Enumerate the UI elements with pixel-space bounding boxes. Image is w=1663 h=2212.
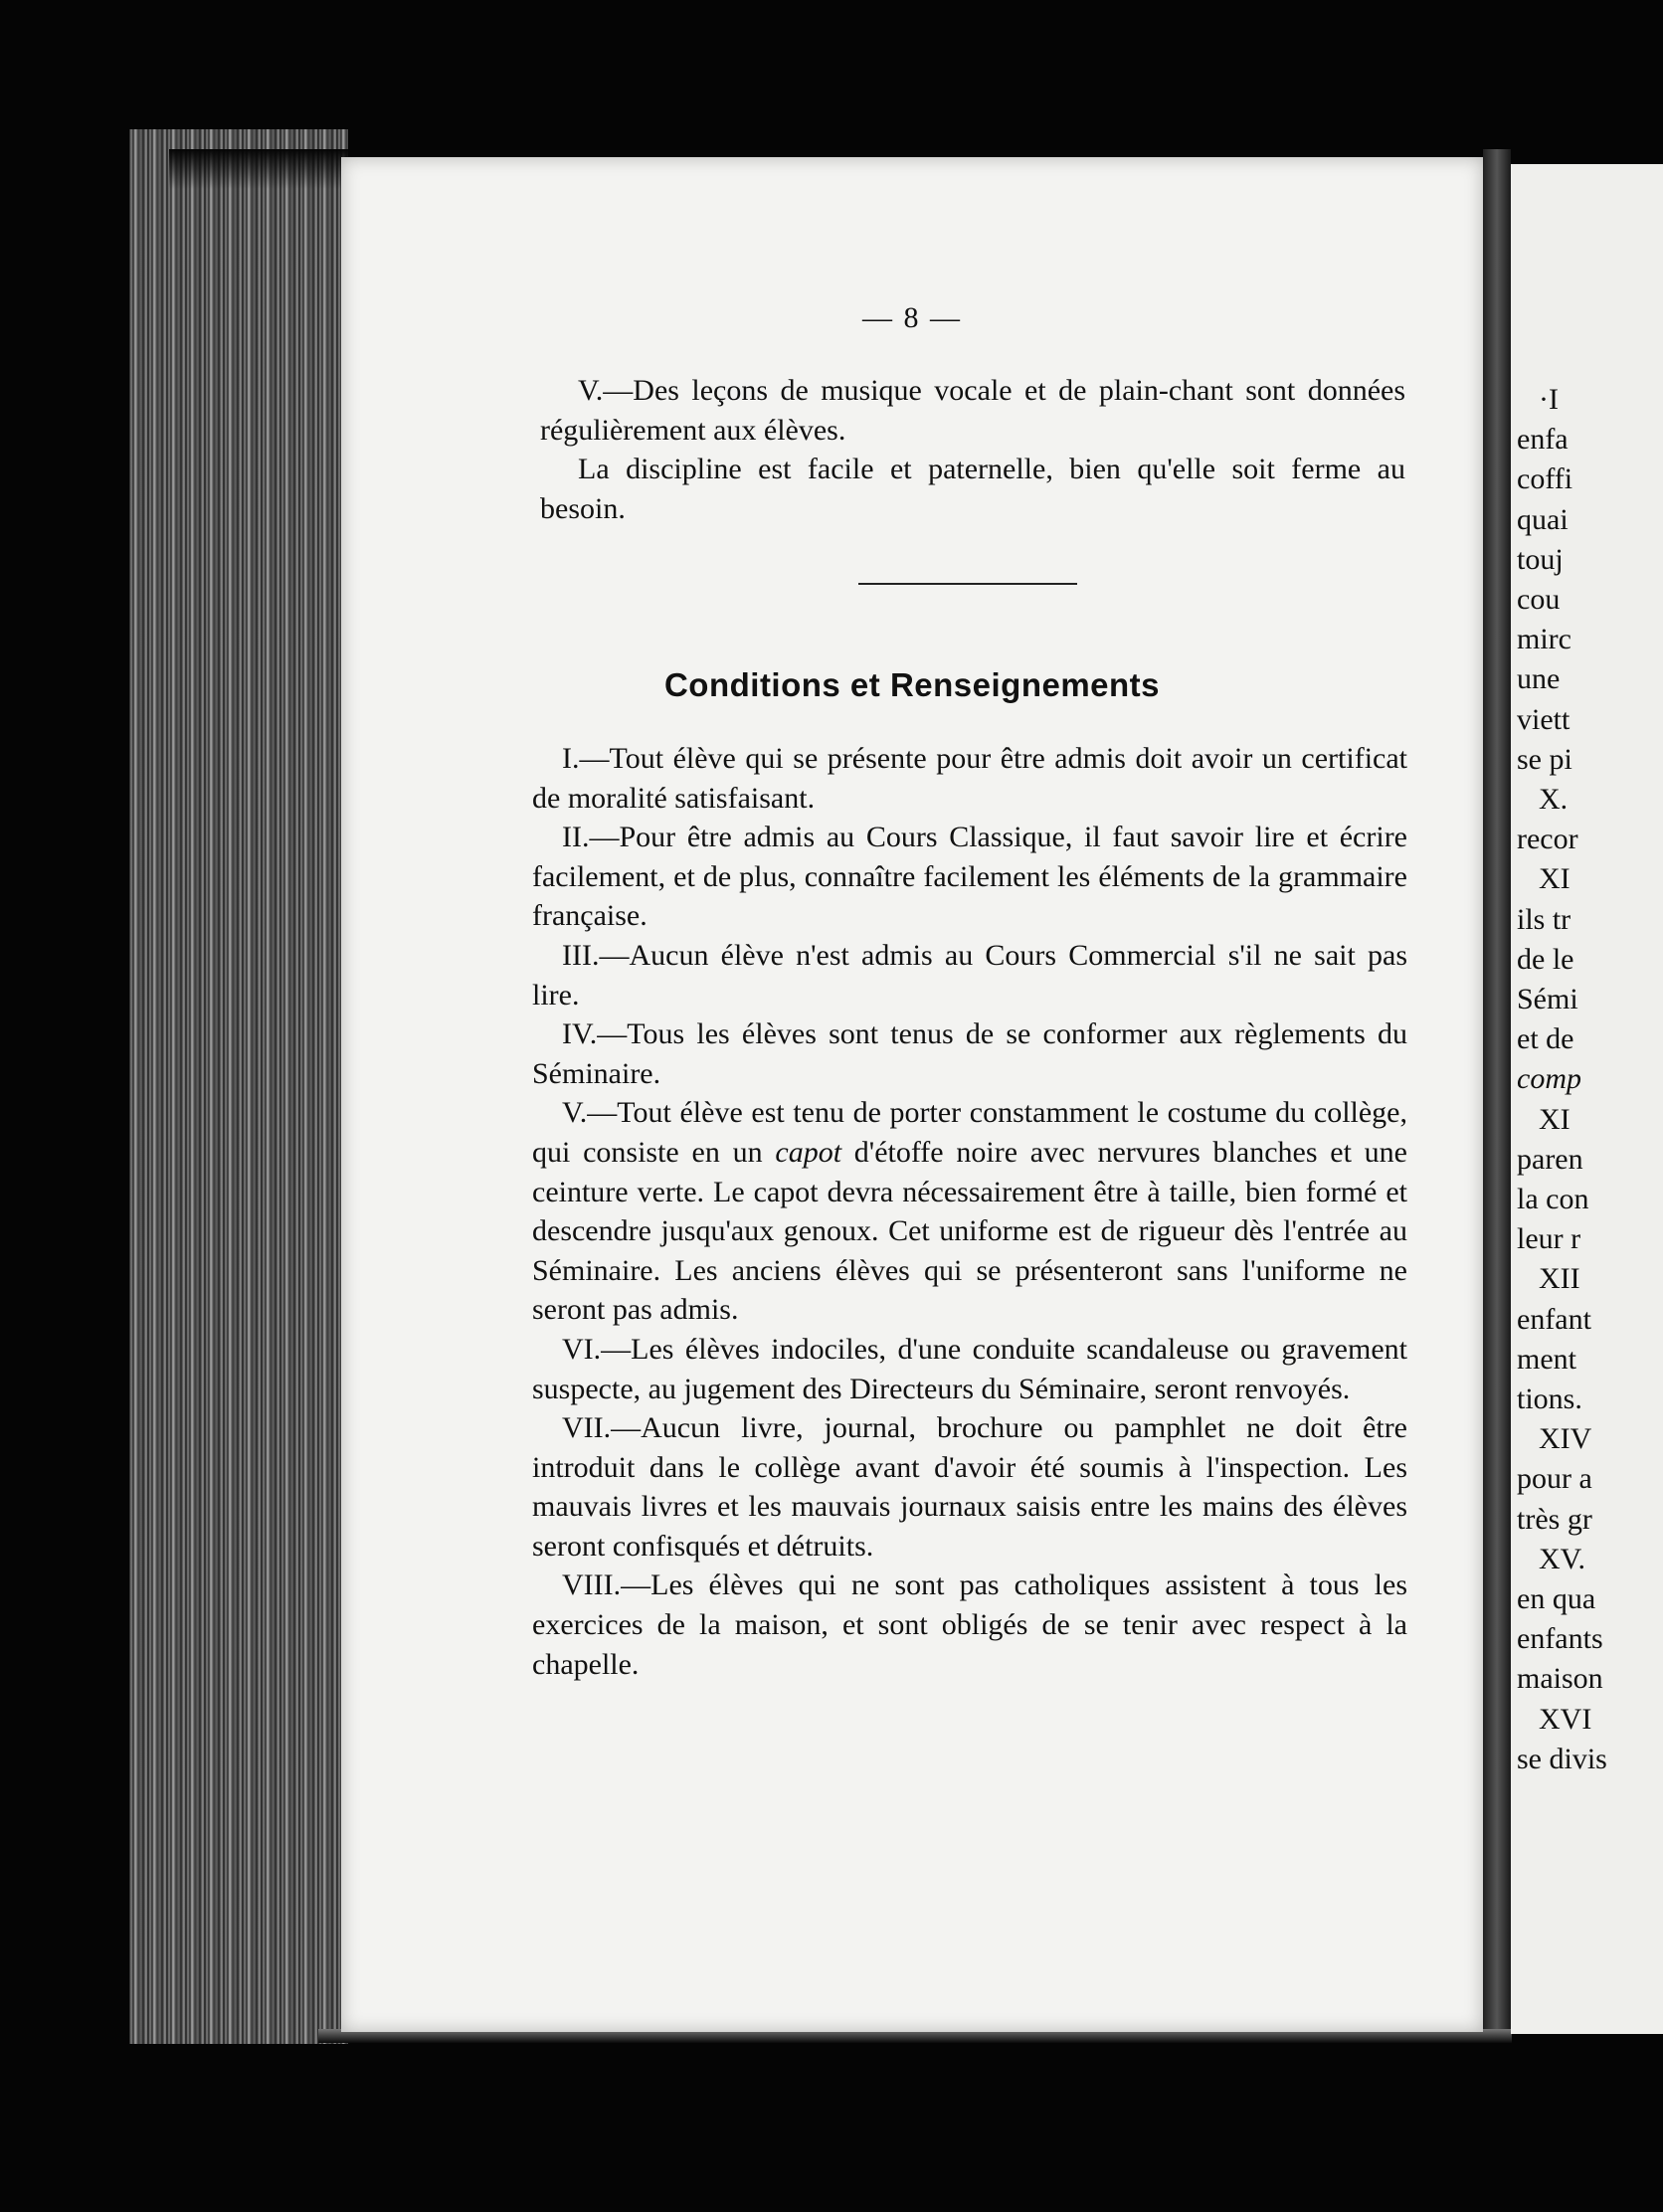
article-paragraph: III.—Aucun élève n'est admis au Cours Commercial s'il ne sait pas lire. <box>532 938 1407 1012</box>
fragment-line: XV. <box>1539 1542 1585 1575</box>
article-paragraph: VII.—Aucun livre, journal, brochure ou pamphlet ne doit être introduit dans le collège avant d'avoir été soumis à l'inspection. Les mauvais livres et les mauvais journaux saisis entre les mains des élèves seront confisqués et détruits. <box>532 1411 1407 1563</box>
fragment-line: touj <box>1517 542 1564 576</box>
fragment-line: XI <box>1539 1102 1571 1136</box>
article-italic-term: capot <box>775 1135 842 1169</box>
fragment-line: quai <box>1517 502 1569 536</box>
book-gutter <box>1483 149 1511 2039</box>
fragment-line: comp <box>1517 1062 1581 1096</box>
fragment-line: pour a <box>1517 1462 1592 1496</box>
fragment-line: se pi <box>1517 742 1572 776</box>
fragment-line: ils tr <box>1517 902 1571 936</box>
fragment-line: coffi <box>1517 462 1573 496</box>
edge-shadow <box>169 149 348 189</box>
article-paragraph: VI.—Les élèves indociles, d'une conduite scandaleuse ou gravement suspecte, au jugement des Directeurs du Séminaire, seront renvoyés. <box>532 1332 1407 1405</box>
fragment-line: XVI <box>1539 1702 1592 1736</box>
fragment-line: XI <box>1539 862 1571 896</box>
fragment-line: enfant <box>1517 1302 1591 1336</box>
fragment-line: cou <box>1517 583 1561 616</box>
paragraph: V.—Des leçons de musique vocale et de plain-chant sont données régulièrement aux élèves. <box>540 374 1405 447</box>
article-text: V.—Tout élève est tenu de porter constamment le costume du collège, qui consiste en un <box>532 1096 1407 1169</box>
fragment-line: tions. <box>1517 1382 1582 1415</box>
fragment-line: X. <box>1539 783 1569 816</box>
fragment-line: en qua <box>1517 1582 1596 1615</box>
book-page <box>341 157 1483 2032</box>
fragment-line: mirc <box>1517 623 1571 656</box>
intro-text <box>540 371 1405 528</box>
article-text: d'étoffe noire avec nervures blanches et une ceinture verte. Le capot devra nécessairement être à taille, bien formé et descendre jusqu'aux genoux. Cet uniforme est de rigueur dès l'entrée au Séminaire. Les anciens élèves qui se présenteront sans l'uniforme ne seront pas admis. <box>532 1135 1407 1327</box>
fragment-line: XIV <box>1539 1422 1592 1456</box>
section-heading: Conditions et Renseignements <box>663 666 1161 703</box>
fragment-line: très gr <box>1517 1502 1592 1536</box>
article-paragraph: IV.—Tous les élèves sont tenus de se conformer aux règlements du Séminaire. <box>532 1017 1407 1090</box>
fragment-line: une <box>1517 662 1561 696</box>
article-paragraph: I.—Tout élève qui se présente pour être admis doit avoir un certificat de moralité satisfaisant. <box>532 742 1407 815</box>
fragment-line: paren <box>1517 1142 1583 1176</box>
fragment-line: maison <box>1517 1662 1603 1696</box>
fragment-line: et de <box>1517 1022 1574 1056</box>
paragraph: La discipline est facile et paternelle, bien qu'elle soit ferme au besoin. <box>540 453 1405 525</box>
fragment-line: XII <box>1539 1262 1580 1296</box>
fragment-line: Sémi <box>1517 983 1578 1015</box>
article-paragraph: II.—Pour être admis au Cours Classique, il faut savoir lire et écrire facilement, et de plus, connaître facilement les éléments de la grammaire française. <box>532 821 1407 933</box>
article-paragraph: VIII.—Les élèves qui ne sont pas catholiques assistent à tous les exercices de la maison, et sont obligés de se tenir avec respect à la chapelle. <box>532 1568 1407 1681</box>
adjacent-page-fragment <box>1511 164 1663 2034</box>
book-page-edges <box>129 129 348 2044</box>
fragment-line: enfa <box>1517 423 1569 457</box>
fragment-line: ment <box>1517 1342 1576 1376</box>
page-number: — 8 — <box>862 301 962 334</box>
fragment-line: viett <box>1517 702 1571 736</box>
fragment-line: enfants <box>1517 1622 1603 1656</box>
fragment-line: leur r <box>1517 1222 1581 1256</box>
fragment-line: de le <box>1517 942 1574 976</box>
article-paragraph <box>532 1093 1407 1330</box>
fragment-line: se divis <box>1517 1742 1607 1775</box>
fragment-line: la con <box>1517 1183 1589 1215</box>
section-divider <box>858 583 1077 585</box>
fragment-line: ·I <box>1539 383 1559 416</box>
articles-list <box>532 739 1407 1684</box>
fragment-line: recor <box>1517 823 1578 856</box>
